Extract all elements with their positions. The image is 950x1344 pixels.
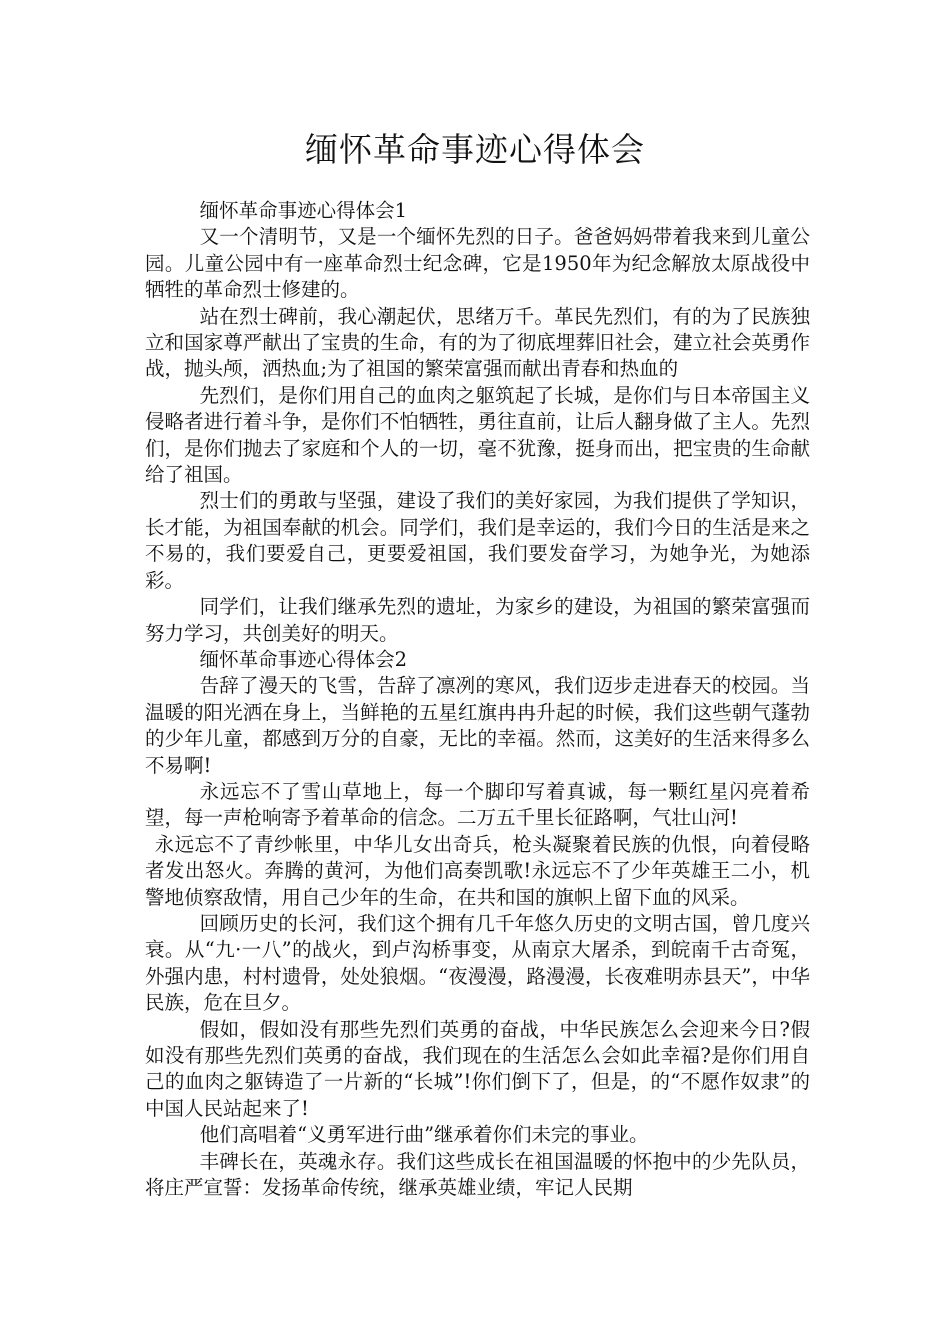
document-body — [145, 198, 810, 1201]
paragraph: 告辞了漫天的飞雪，告辞了凛冽的寒风，我们迈步走进春天的校园。当温暖的阳光洒在身上，当鲜艳的五星红旗冉冉升起的时候，我们这些朝气蓬勃的少年儿童，都感到万分的自豪，无比的幸福。然而，这美好的生活来得多么不易啊! — [145, 674, 810, 777]
paragraph: 站在烈士碑前，我心潮起伏，思绪万千。革民先烈们，有的为了民族独立和国家尊严献出了宝贵的生命，有的为了彻底埋葬旧社会，建立社会英勇作战，抛头颅，洒热血;为了祖国的繁荣富强而献出青春和热血的 — [145, 304, 810, 381]
paragraph: 烈士们的勇敢与坚强，建设了我们的美好家园，为我们提供了学知识，长才能，为祖国奉献的机会。同学们，我们是幸运的，我们今日的生活是来之不易的，我们要爱自己，更要爱祖国，我们要发奋学习，为她争光，为她添彩。 — [145, 489, 810, 592]
paragraph: 丰碑长在，英魂永存。我们这些成长在祖国温暖的怀抱中的少先队员，将庄严宣誓：发扬革命传统，继承英雄业绩，牢记人民期 — [145, 1149, 810, 1200]
paragraph: 永远忘不了雪山草地上，每一个脚印写着真诚，每一颗红星闪亮着希望，每一声枪响寄予着革命的信念。二万五千里长征路啊，气壮山河! — [145, 779, 810, 830]
paragraph: 假如，假如没有那些先烈们英勇的奋战，中华民族怎么会迎来今日?假如没有那些先烈们英勇的奋战，我们现在的生活怎么会如此幸福?是你们用自己的血肉之躯铸造了一片新的“长城”!你们倒下了，但是，的“不愿作奴隶”的中国人民站起来了! — [145, 1017, 810, 1120]
paragraph: 同学们，让我们继承先烈的遗址，为家乡的建设，为祖国的繁荣富强而努力学习，共创美好的明天。 — [145, 595, 810, 645]
document-title: 缅怀革命事迹心得体会 — [305, 130, 645, 169]
paragraph: 先烈们，是你们用自己的血肉之躯筑起了长城，是你们与日本帝国主义侵略者进行着斗争，是你们不怕牺牲，勇往直前，让后人翻身做了主人。先烈们，是你们抛去了家庭和个人的一切，毫不犹豫，挺身而出，把宝贵的生命献给了祖国。 — [145, 383, 810, 487]
paragraph: 回顾历史的长河，我们这个拥有几千年悠久历史的文明古国，曾几度兴衰。从“九·一八”的战火，到卢沟桥事变，从南京大屠杀，到皖南千古奇冤，外强内患，村村遗骨，处处狼烟。“夜漫漫，路漫漫，长夜难明赤县天”，中华民族，危在旦夕。 — [145, 911, 810, 1015]
paragraph: 永远忘不了青纱帐里，中华儿女出奇兵，枪头凝聚着民族的仇恨，向着侵略者发出怒火。奔腾的黄河，为他们高奏凯歌!永远忘不了少年英雄王二小，机警地侦察敌情，用自己少年的生命，在共和国的旗帜上留下血的风采。 — [145, 832, 810, 909]
paragraph: 他们高唱着“义勇军进行曲”继承着你们未完的事业。 — [199, 1123, 649, 1147]
paragraph: 又一个清明节，又是一个缅怀先烈的日子。爸爸妈妈带着我来到儿童公园。儿童公园中有一座革命烈士纪念碑，它是1950年为纪念解放太原战役中牺牲的革命烈士修建的。 — [145, 225, 810, 302]
section-heading-2: 缅怀革命事迹心得体会2 — [199, 647, 408, 671]
section-heading-1: 缅怀革命事迹心得体会1 — [199, 199, 408, 222]
